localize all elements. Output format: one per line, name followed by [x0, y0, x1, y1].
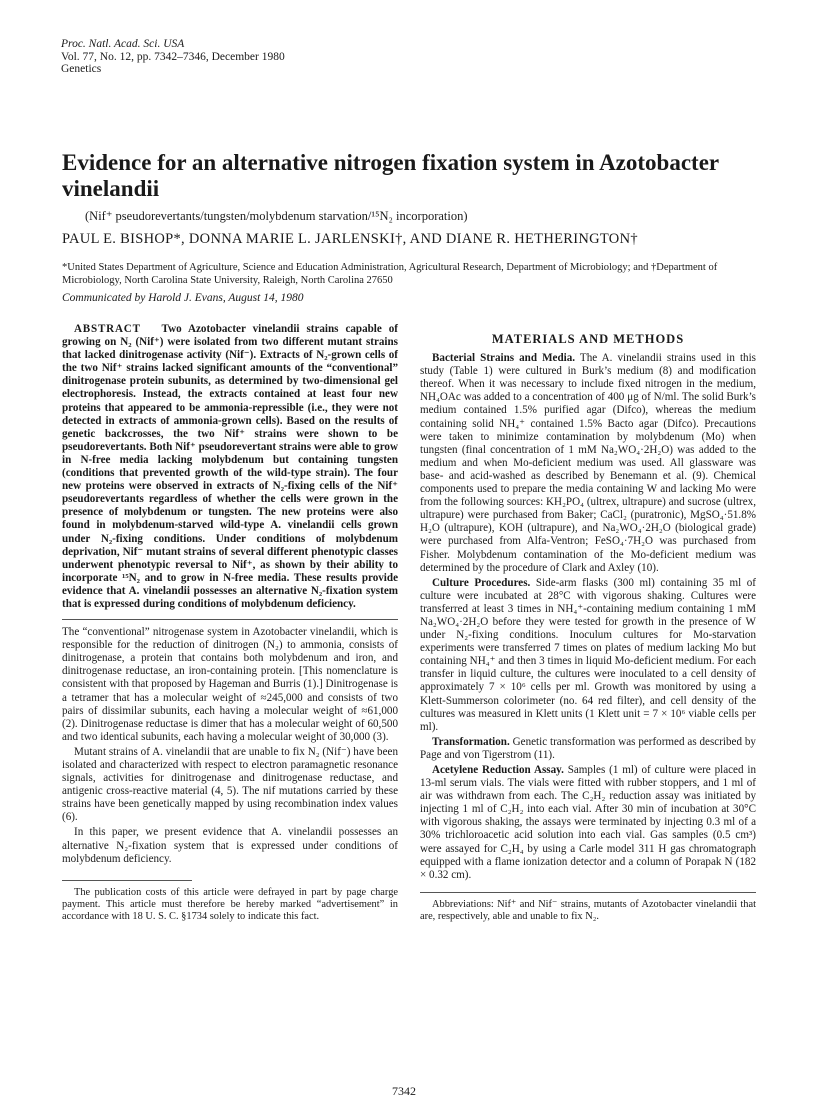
abstract-text: Two Azotobacter vinelandii strains capable of growing on N₂ (Nif⁺) were isolated from two different mutant strains that lacked dinitrogenase activity (Nif⁻). Extracts of N₂-grown cells of the two Nif⁺ strains lacked significant amounts of the “conventional” dinitrogenase protein subunits, as determined by two-dimensional gel electrophoresis. Instead, the extracts contained at least four new proteins that appeared to be ammonia-repressible (i.e., they were not detected in extracts of ammonia-grown cells). Based on the results of genetic backcrosses, the two Nif⁺ strains were shown to be pseudorevertants. Both Nif⁺ pseudorevertant strains were able to grow in N-free media lacking molybdenum but containing tungsten (conditions that prevented growth of the wild-type strain). The four new proteins were observed in extracts of N₂-fixing cells of the Nif⁺ pseudorevertants regardless of whether the cells were grown in the presence of molybdenum or tungsten. The new proteins were also found in molybdenum-starved wild-type A. vinelandii cells grown under N₂-fixing conditions. Under conditions of molybdenum deprivation, Nif⁻ mutant strains of several different phenotypic classes underwent phenotypic reversal to Nif⁺, as shown by their ability to incorporate ¹⁵N₂ and to grow in N-free media. These results provide evidence that A. vinelandii possesses an alternative N₂-fixation system that is expressed during conditions of molybdenum deficiency.	[62, 323, 399, 610]
footnote: The publication costs of this article were defrayed in part by page charge payment. This article must therefore be hereby marked “advertisement” in accordance with 18 U. S. C. §1734 solely to indicate this fact.	[62, 886, 398, 923]
journal-volume: Vol. 77, No. 12, pp. 7342–7346, December 1980	[61, 50, 285, 63]
journal-section: Genetics	[61, 63, 102, 75]
left-column	[62, 323, 398, 924]
paragraph-text: Side-arm flasks (300 ml) containing 35 ml of culture were incubated at 28°C with vigorous shaking. Cultures were transferred at least 3 times in NH₄⁺-containing medium containing 1 mM Na₂WO₄·2H₂O before they were tested for growth in the presence of W under N₂-fixing conditions. Inoculum cultures for Mo-starvation experiments were transferred 7 times on plates of medium lacking Mo but containing NH₄⁺ and then 3 times in liquid Mo-deficient medium. For each transfer in liquid culture, the cultures were inoculated to a cell density of approximately 7 × 10⁶ cells per ml. Growth was monitored by using a Klett-Summerson colorimeter (no. 64 red filter), and cell density of the cultures was measured in Klett units (1 Klett unit = 7 × 10⁶ viable cells per ml).	[420, 576, 756, 733]
keywords: (Nif⁺ pseudorevertants/tungsten/molybdenum starvation/¹⁵N₂ incorporation)	[85, 209, 468, 223]
abbreviations: Abbreviations: Nif⁺ and Nif⁻ strains, mutants of Azotobacter vinelandii that are, respectively, able and unable to fix N₂.	[420, 898, 756, 923]
paragraph-text: Samples (1 ml) of culture were placed in 13-ml serum vials. The vials were fitted with rubber stoppers, and 1 ml of air was withdrawn from each. The C₂H₂ reduction assay was initiated by injecting 1 ml of C₂H₂ into each vial. After 30 min of incubation at 30°C with vigorous shaking, the assays were terminated by injecting 0.3 ml of a 30% trichloroacetic acid solution into each vial. Gas samples (0.5 cm³) were assayed for C₂H₄ by using a Carle model 311 H gas chromatograph equipped with a flame ionization detector and a column of Porapak N (182 × 0.32 cm).	[420, 764, 756, 881]
abbreviations-divider	[420, 892, 756, 893]
right-column	[420, 323, 756, 923]
abstract-label: ABSTRACT	[74, 323, 141, 335]
subsection-heading: Acetylene Reduction Assay.	[432, 764, 564, 776]
affiliation: *United States Department of Agriculture, Science and Education Administration, Agricultural Research, Department of Microbiology; and †Department of Microbiology, North Carolina State University, Raleigh, North Carolina 27650	[62, 262, 718, 286]
paragraph-text: The A. vinelandii strains used in this study (Table 1) were cultured in Burk’s medium (8) and modification thereof. When it was necessary to include fixed nitrogen in the medium, NH₄OAc was added to a concentration of 400 μg of N/ml. The solid Burk’s medium contained 1.5% purified agar (Difco), whereas the medium containing solid NH₄⁺ contained 1.5% Bacto agar (Difco). Precautions were taken to minimize contamination by molybdenum (Mo) when tungsten (final concentration of 1 mM Na₂WO₄·2H₂O) was added to the medium and when Mo-deficient medium was used. All glassware was base- and acid-washed as described by Benemann et al. (9). Chemical components used to prepare the media containing W and lacking Mo were from the following sources: KH₂PO₄ (ultrex, ultrapure) and sucrose (ultrex, ultrapure) were purchased from Baker; CaCl₂ (puratronic), MgSO₄·51.8% H₂O (ultrapure), KOH (ultrapure), and Na₂WO₄·2H₂O (biological grade) were purchased from Alfa-Ventron; FeSO₄·7H₂O was purchased from Fisher. Molybdenum contamination of the Mo-deficient medium was determined by the procedure of Clark and Axley (10).	[420, 352, 756, 574]
methods-paragraph	[420, 764, 756, 882]
methods-paragraph	[420, 736, 756, 762]
page-number: 7342	[392, 1084, 416, 1098]
intro-paragraph: In this paper, we present evidence that A. vinelandii possesses an alternative N₂-fixation system that is expressed under conditions of molybdenum deficiency.	[62, 826, 398, 865]
intro-paragraph: The “conventional” nitrogenase system in Azotobacter vinelandii, which is responsible for the reduction of dinitrogen (N₂) to ammonia, consists of dinitrogenase, a protein that contains both molybdenum and iron, and dinitrogenase reductase, an iron-containing protein. [This nomenclature is consistent with that proposed by Hageman and Burris (1).] Dinitrogenase is a tetramer that has a molecular weight of ≈245,000 and consists of two pairs of dissimilar subunits, each having a molecular weight of ≈61,000 (2). Dinitrogenase reductase is dimer that has a molecular weight of 60,500 and two identical subunits, each having a molecular weight of 30,000 (3).	[62, 626, 398, 743]
section-heading: MATERIALS AND METHODS	[491, 332, 685, 346]
methods-paragraph	[420, 352, 756, 575]
subsection-heading: Bacterial Strains and Media.	[432, 352, 576, 365]
authors: PAUL E. BISHOP*, DONNA MARIE L. JARLENSKI†, AND DIANE R. HETHERINGTON†	[62, 231, 638, 247]
subsection-heading: Culture Procedures.	[432, 576, 531, 589]
subsection-heading: Transformation.	[432, 735, 510, 748]
footnote-divider	[62, 880, 192, 881]
abstract	[62, 323, 398, 611]
methods-paragraph	[420, 577, 756, 734]
journal-name: Proc. Natl. Acad. Sci. USA	[61, 38, 185, 50]
article-title: Evidence for an alternative nitrogen fixation system in Azotobacter vinelandii	[62, 150, 719, 201]
intro-paragraph: Mutant strains of A. vinelandii that are unable to fix N₂ (Nif⁻) have been isolated and characterized with respect to electron paramagnetic resonance signals, activities for dinitrogenase and dinitrogenase reductase, and antigenic cross-reactive material (4, 5). The nif mutations carried by these strains have been genetically mapped by using recombination index values (6).	[62, 745, 398, 824]
divider	[62, 619, 398, 620]
communicated-by: Communicated by Harold J. Evans, August 14, 1980	[62, 292, 304, 304]
paragraph-text: Genetic transformation was performed as described by Page and von Tigerstrom (11).	[420, 735, 756, 761]
journal-header	[61, 38, 285, 76]
